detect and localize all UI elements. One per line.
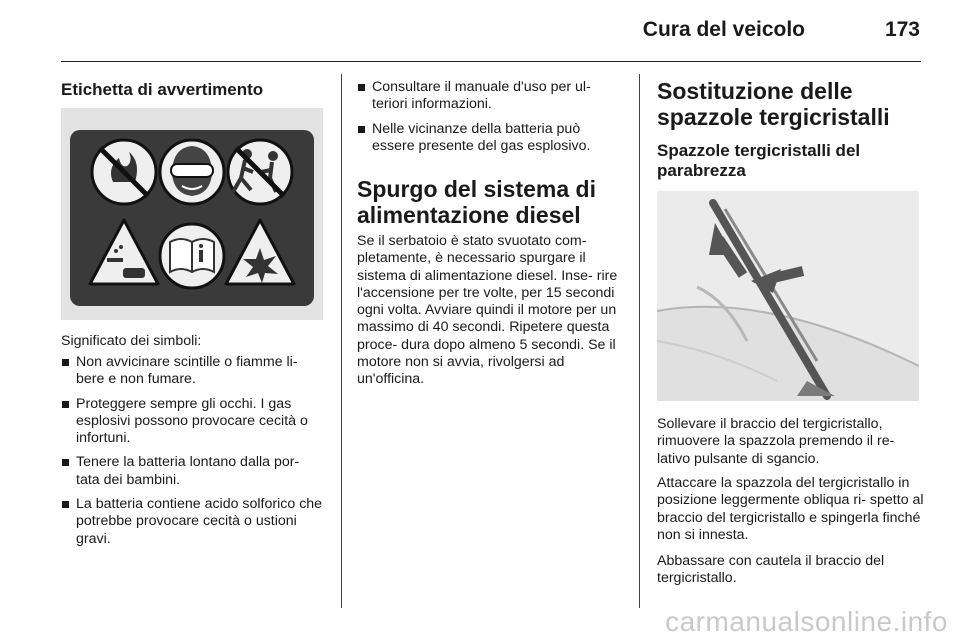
- diesel-bleeding-heading: Spurgo del sistema di alimentazione diesel: [357, 176, 596, 228]
- column-divider-2: [639, 74, 640, 608]
- no-fire-icon: [92, 140, 156, 204]
- symbols-intro: Significato dei simboli:: [61, 333, 202, 349]
- wiper-paragraph-3: Abbassare con cautela il braccio del tergicristallo.: [657, 553, 885, 587]
- keep-away-from-children-icon: [228, 140, 292, 204]
- list-item: Tenere la batteria lontano dalla por- tata dei bambini.: [61, 454, 323, 489]
- symbol-meaning-list: [61, 354, 323, 555]
- wiper-paragraph-1: Sollevare il braccio del tergicristallo, rimuovere la spazzola premendo il re- lativo pulsante di sgancio.: [657, 416, 895, 467]
- warning-label-figure: [61, 108, 323, 320]
- header-rule: [61, 61, 921, 62]
- symbol-meaning-list-continued: [357, 79, 623, 162]
- watermark: carmanualsonline.info: [665, 606, 948, 637]
- read-manual-icon: [160, 224, 224, 288]
- press-arrow-icon: [751, 269, 803, 293]
- section-warning-label-heading: Etichetta di avvertimento: [61, 80, 264, 99]
- header-title: Cura del veicolo: [642, 18, 805, 41]
- wiper-replacement-heading: Sostituzione delle spazzole tergicristalli: [657, 78, 890, 130]
- wiper-paragraph-2: Attaccare la spazzola del tergicristallo in posizione leggermente obliqua ri- spetto al braccio del tergicristallo e spingerla finché non si innesta.: [657, 475, 924, 543]
- windscreen-wipers-subheading: Spazzole tergicristalli del parabrezza: [657, 141, 861, 180]
- list-item: Consultare il manuale d'uso per ul- teriori informazioni.: [357, 79, 623, 114]
- wiper-figure: [657, 191, 919, 401]
- list-item: Proteggere sempre gli occhi. I gas esplosivi possono provocare cecità o infortuni.: [61, 396, 323, 448]
- page-number: 173: [884, 18, 920, 41]
- diesel-bleeding-paragraph: Se il serbatoio è stato svuotato com- pletamente, è necessario spurgare il sistema di alimentazione diesel. Inse- rire l'accensione per tre volte, per 15 secondi ogni volta. Avviare quindi il motore per un massimo di 40 secondi. Ripetere questa proce- dura dopo almeno 5 secondi. Se il motore non si avvia, rivolgersi ad un'officina.: [357, 233, 618, 388]
- warning-label-illustration: [61, 108, 323, 320]
- list-item: Non avvicinare scintille o fiamme li- bere e non fumare.: [61, 354, 323, 389]
- wiper-illustration: [657, 191, 919, 401]
- list-item: La batteria contiene acido solforico che potrebbe provocare cecità o ustioni gravi.: [61, 496, 323, 548]
- list-item: Nelle vicinanze della batteria può essere presente del gas esplosivo.: [357, 121, 623, 156]
- column-divider-1: [341, 74, 342, 608]
- eye-protection-icon: [160, 140, 224, 204]
